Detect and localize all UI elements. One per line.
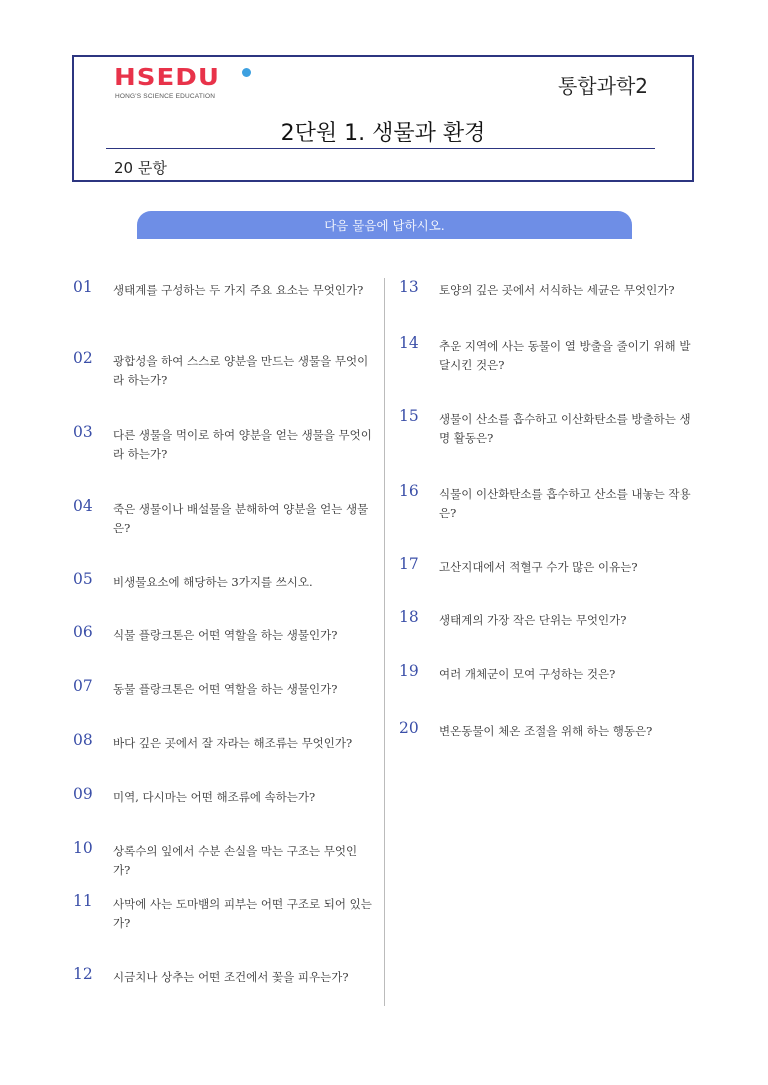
question-number: 18 bbox=[399, 608, 419, 626]
question-text: 추운 지역에 사는 동물이 열 방출을 줄이기 위해 발달시킨 것은? bbox=[439, 339, 691, 372]
question-text: 변온동물이 체온 조절을 위해 하는 행동은? bbox=[439, 724, 653, 738]
subject-label: 통합과학2 bbox=[557, 74, 648, 98]
question-text: 사막에 사는 도마뱀의 피부는 어떤 구조로 되어 있는가? bbox=[113, 897, 372, 930]
question-text: 여러 개체군이 모여 구성하는 것은? bbox=[439, 667, 616, 681]
question-number: 01 bbox=[73, 278, 93, 296]
question-text: 비생물요소에 해당하는 3가지를 쓰시오. bbox=[113, 575, 313, 589]
question-number: 17 bbox=[399, 555, 419, 573]
question-text: 식물이 이산화탄소를 흡수하고 산소를 내놓는 작용은? bbox=[439, 487, 691, 520]
question-text: 미역, 다시마는 어떤 해조류에 속하는가? bbox=[113, 790, 316, 804]
question-text: 생물이 산소를 흡수하고 이산화탄소를 방출하는 생명 활동은? bbox=[439, 412, 691, 445]
question-number: 06 bbox=[73, 623, 93, 641]
question-count: 20 문항 bbox=[114, 159, 167, 177]
title-divider bbox=[106, 148, 655, 149]
instruction-banner: 다음 물음에 답하시오. bbox=[137, 211, 632, 239]
logo-subtitle: HONG'S SCIENCE EDUCATION bbox=[115, 93, 216, 100]
logo-dot-icon bbox=[242, 68, 251, 77]
question-text: 동물 플랑크톤은 어떤 역할을 하는 생물인가? bbox=[113, 682, 338, 696]
question-number: 19 bbox=[399, 662, 419, 680]
question-number: 20 bbox=[399, 719, 419, 737]
question-number: 16 bbox=[399, 482, 419, 500]
column-divider bbox=[384, 278, 385, 1006]
question-text: 광합성을 하여 스스로 양분을 만드는 생물을 무엇이라 하는가? bbox=[113, 354, 369, 387]
logo-text: HSEDU bbox=[114, 64, 220, 92]
question-text: 식물 플랑크톤은 어떤 역할을 하는 생물인가? bbox=[113, 628, 338, 642]
question-number: 04 bbox=[73, 497, 93, 515]
header-box bbox=[72, 55, 694, 182]
question-text: 토양의 깊은 곳에서 서식하는 세균은 무엇인가? bbox=[439, 283, 675, 297]
question-number: 11 bbox=[73, 892, 93, 910]
question-text: 생태계의 가장 작은 단위는 무엇인가? bbox=[439, 613, 627, 627]
question-number: 15 bbox=[399, 407, 419, 425]
question-text: 고산지대에서 적혈구 수가 많은 이유는? bbox=[439, 560, 638, 574]
question-text: 생태계를 구성하는 두 가지 주요 요소는 무엇인가? bbox=[113, 283, 364, 297]
question-number: 08 bbox=[73, 731, 93, 749]
question-number: 12 bbox=[73, 965, 93, 983]
question-text: 죽은 생물이나 배설물을 분해하여 양분을 얻는 생물은? bbox=[113, 502, 369, 535]
question-number: 07 bbox=[73, 677, 93, 695]
question-number: 03 bbox=[73, 423, 93, 441]
question-number: 10 bbox=[73, 839, 93, 857]
question-text: 상록수의 잎에서 수분 손실을 막는 구조는 무엇인가? bbox=[113, 844, 358, 877]
question-number: 09 bbox=[73, 785, 93, 803]
hsedu-logo bbox=[114, 66, 234, 106]
question-number: 02 bbox=[73, 349, 93, 367]
question-number: 14 bbox=[399, 334, 419, 352]
page-title: 2단원 1. 생물과 환경 bbox=[280, 121, 486, 146]
question-number: 13 bbox=[399, 278, 419, 296]
question-number: 05 bbox=[73, 570, 93, 588]
question-text: 다른 생물을 먹이로 하여 양분을 얻는 생물을 무엇이라 하는가? bbox=[113, 428, 372, 461]
question-text: 바다 깊은 곳에서 잘 자라는 해조류는 무엇인가? bbox=[113, 736, 353, 750]
question-text: 시금치나 상추는 어떤 조건에서 꽃을 피우는가? bbox=[113, 970, 349, 984]
